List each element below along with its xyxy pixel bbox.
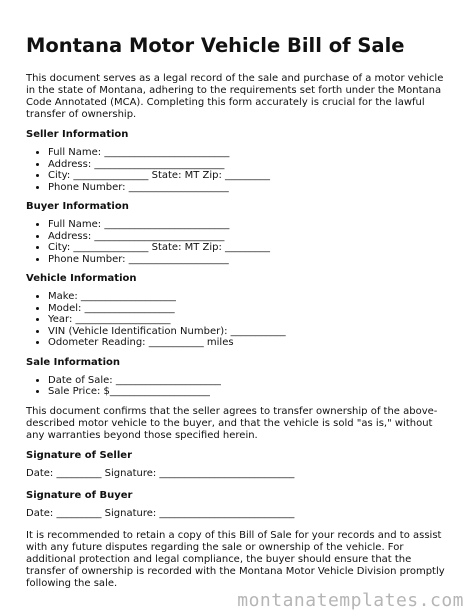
vehicle-year-field: • Year: ___________________ [48,314,452,326]
document-page [26,34,452,598]
watermark-url: montanatemplates.com [237,590,464,611]
seller-phone-field: • Phone Number: ____________________ [48,182,452,194]
vehicle-vin-field: • VIN (Vehicle Identification Number): ___________ [48,326,452,338]
seller-list [26,147,452,193]
seller-heading: Seller Information [26,129,129,140]
vehicle-heading: Vehicle Information [26,273,137,284]
buyer-address-field: • Address: __________________________ [48,231,452,243]
seller-signature-heading: Signature of Seller [26,449,133,461]
vehicle-make-field: • Make: ___________________ [48,291,452,303]
seller-city-state-zip-field: • City: _______________ State: MT Zip: _________ [48,170,452,182]
closing-paragraph: It is recommended to retain a copy of this Bill of Sale for your records and to assist with any future disputes regarding the sale or ownership of the vehicle. For additional protection and legal compliance, the buyer should ensure that the transfer of ownership is recorded with the Montana Motor Vehicle Division promptly following the sale. [26,529,445,589]
buyer-phone-field: • Phone Number: ____________________ [48,254,452,266]
sale-list [26,375,452,398]
buyer-city-state-zip-field: • City: _______________ State: MT Zip: _________ [48,242,452,254]
vehicle-list [26,291,452,349]
seller-signature-line: Date: _________ Signature: ___________________________ [26,467,295,479]
intro-paragraph: This document serves as a legal record of the sale and purchase of a motor vehicle in the state of Montana, adhering to the requirements set forth under the Montana Code Annotated (MCA). Completing this form accurately is crucial for the lawful transfer of ownership. [26,73,444,120]
sale-date-field: • Date of Sale: _____________________ [48,375,452,387]
vehicle-odometer-field: • Odometer Reading: ___________ miles [48,337,452,349]
confirmation-paragraph: This document confirms that the seller agrees to transfer ownership of the above-described motor vehicle to the buyer, and that the vehicle is sold "as is," without any warranties beyond those specified herein. [26,405,438,441]
vehicle-model-field: • Model: __________________ [48,303,452,315]
seller-address-field: • Address: __________________________ [48,159,452,171]
sale-heading: Sale Information [26,356,120,368]
buyer-list [26,219,452,265]
seller-full-name-field: • Full Name: _________________________ [48,147,452,159]
page-title: Montana Motor Vehicle Bill of Sale [26,34,405,57]
buyer-heading: Buyer Information [26,201,129,212]
buyer-signature-line: Date: _________ Signature: ___________________________ [26,507,295,519]
buyer-signature-heading: Signature of Buyer [26,489,133,501]
sale-price-field: • Sale Price: $____________________ [48,386,452,398]
buyer-full-name-field: • Full Name: _________________________ [48,219,452,231]
